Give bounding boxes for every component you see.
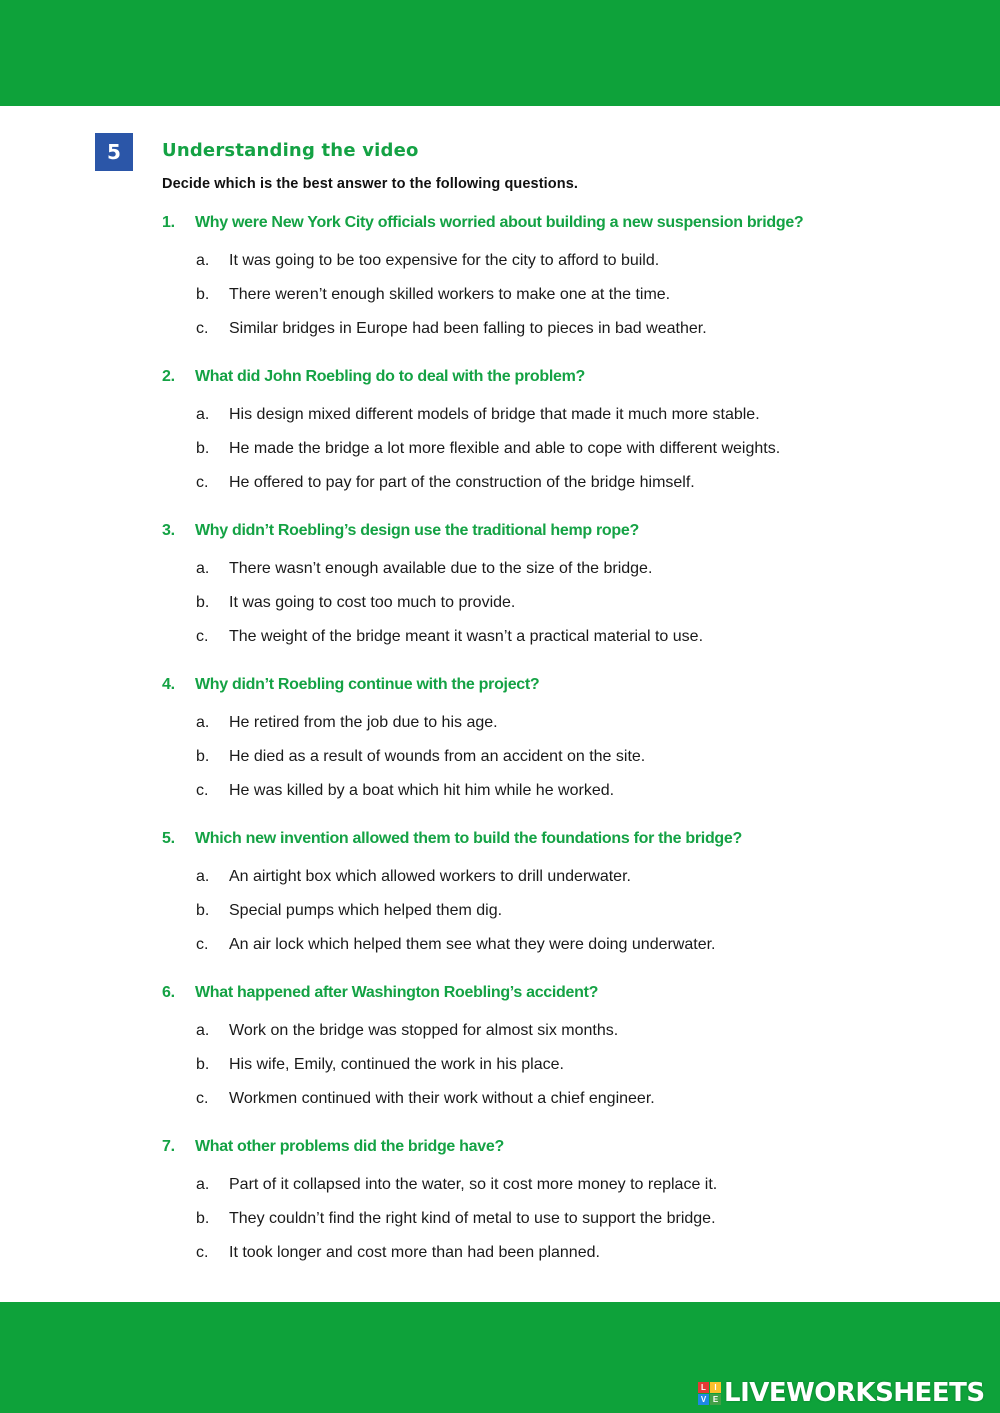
option-b[interactable]: [196, 591, 515, 615]
option-text: Special pumps which helped them dig.: [229, 902, 503, 919]
option-b[interactable]: [196, 283, 670, 307]
option-a[interactable]: [196, 403, 760, 427]
question-6: [162, 981, 962, 1135]
option-letter: c.: [196, 1090, 209, 1107]
option-text: Similar bridges in Europe had been falling to pieces in bad weather.: [229, 320, 707, 337]
option-letter: c.: [196, 474, 209, 491]
option-b[interactable]: [196, 1053, 564, 1077]
option-a[interactable]: [196, 557, 652, 581]
logo-letter-v: V: [698, 1394, 709, 1405]
question-text: [162, 211, 803, 235]
option-letter: c.: [196, 628, 209, 645]
option-text: It was going to be too expensive for the city to afford to build.: [229, 252, 660, 269]
question-number: 5.: [162, 830, 175, 847]
logo-letter-l: L: [698, 1382, 709, 1393]
option-c[interactable]: [196, 1087, 655, 1111]
option-text: It took longer and cost more than had been planned.: [229, 1244, 600, 1261]
liveworksheets-logo-icon: [698, 1382, 721, 1405]
option-letter: b.: [196, 902, 210, 919]
option-text: He offered to pay for part of the construction of the bridge himself.: [229, 474, 695, 491]
question-3: [162, 519, 962, 673]
question-prompt: Why were New York City officials worried about building a new suspension bridge?: [195, 214, 804, 231]
question-prompt: Why didn’t Roebling continue with the project?: [195, 676, 540, 693]
option-text: It was going to cost too much to provide.: [229, 594, 516, 611]
option-text: An air lock which helped them see what they were doing underwater.: [229, 936, 716, 953]
question-prompt: Why didn’t Roebling’s design use the traditional hemp rope?: [195, 522, 639, 539]
option-c[interactable]: [196, 317, 707, 341]
header-band: [0, 0, 1000, 106]
option-text: There weren’t enough skilled workers to make one at the time.: [229, 286, 671, 303]
option-text: He died as a result of wounds from an accident on the site.: [229, 748, 646, 765]
option-letter: b.: [196, 1210, 210, 1227]
option-letter: b.: [196, 286, 210, 303]
question-text: [162, 519, 639, 543]
option-c[interactable]: [196, 1241, 600, 1265]
logo-letter-e: E: [710, 1394, 721, 1405]
option-text: An airtight box which allowed workers to drill underwater.: [229, 868, 631, 885]
question-text: [162, 981, 598, 1005]
option-text: He retired from the job due to his age.: [229, 714, 498, 731]
option-text: The weight of the bridge meant it wasn’t a practical material to use.: [229, 628, 704, 645]
option-text: They couldn’t find the right kind of metal to use to support the bridge.: [229, 1210, 716, 1227]
option-letter: b.: [196, 748, 210, 765]
option-text: Work on the bridge was stopped for almost six months.: [229, 1022, 619, 1039]
question-text: [162, 673, 539, 697]
option-text: His design mixed different models of bridge that made it much more stable.: [229, 406, 760, 423]
option-text: He was killed by a boat which hit him while he worked.: [229, 782, 615, 799]
option-letter: a.: [196, 714, 210, 731]
question-list: [162, 211, 962, 1289]
option-letter: a.: [196, 252, 210, 269]
option-text: Workmen continued with their work without a chief engineer.: [229, 1090, 655, 1107]
question-1: [162, 211, 962, 365]
question-number: 7.: [162, 1138, 175, 1155]
question-number: 6.: [162, 984, 175, 1001]
option-a[interactable]: [196, 865, 631, 889]
option-letter: c.: [196, 936, 209, 953]
option-letter: c.: [196, 1244, 209, 1261]
option-b[interactable]: [196, 1207, 716, 1231]
option-letter: b.: [196, 440, 210, 457]
question-text: [162, 827, 742, 851]
option-letter: a.: [196, 1176, 210, 1193]
question-number: 3.: [162, 522, 175, 539]
option-a[interactable]: [196, 1173, 717, 1197]
question-prompt: What did John Roebling do to deal with the problem?: [195, 368, 586, 385]
question-number: 4.: [162, 676, 175, 693]
option-b[interactable]: [196, 745, 645, 769]
option-a[interactable]: [196, 1019, 618, 1043]
question-5: [162, 827, 962, 981]
option-a[interactable]: [196, 249, 659, 273]
question-number: 2.: [162, 368, 175, 385]
option-c[interactable]: [196, 779, 614, 803]
logo-letter-i: I: [710, 1382, 721, 1393]
option-letter: b.: [196, 594, 210, 611]
instructions: Decide which is the best answer to the following questions.: [162, 176, 578, 192]
option-a[interactable]: [196, 711, 498, 735]
option-c[interactable]: [196, 933, 716, 957]
option-letter: a.: [196, 868, 210, 885]
option-letter: a.: [196, 1022, 210, 1039]
question-prompt: What other problems did the bridge have?: [195, 1138, 504, 1155]
question-4: [162, 673, 962, 827]
question-2: [162, 365, 962, 519]
option-text: There wasn’t enough available due to the size of the bridge.: [229, 560, 653, 577]
brand-text: LIVEWORKSHEETS: [724, 1378, 985, 1408]
question-text: [162, 1135, 504, 1159]
question-text: [162, 365, 585, 389]
option-c[interactable]: [196, 471, 695, 495]
question-7: [162, 1135, 962, 1289]
liveworksheets-brand[interactable]: [698, 1378, 985, 1408]
option-letter: c.: [196, 320, 209, 337]
option-b[interactable]: [196, 437, 780, 461]
option-text: He made the bridge a lot more flexible and able to cope with different weights.: [229, 440, 781, 457]
option-text: His wife, Emily, continued the work in his place.: [229, 1056, 564, 1073]
section-number-badge: 5: [95, 133, 133, 171]
section-title: Understanding the video: [162, 140, 419, 161]
option-b[interactable]: [196, 899, 502, 923]
option-text: Part of it collapsed into the water, so it cost more money to replace it.: [229, 1176, 718, 1193]
option-letter: a.: [196, 560, 210, 577]
question-prompt: Which new invention allowed them to build the foundations for the bridge?: [195, 830, 742, 847]
option-letter: a.: [196, 406, 210, 423]
option-letter: b.: [196, 1056, 210, 1073]
question-number: 1.: [162, 214, 175, 231]
question-prompt: What happened after Washington Roebling’s accident?: [195, 984, 599, 1001]
option-letter: c.: [196, 782, 209, 799]
option-c[interactable]: [196, 625, 703, 649]
